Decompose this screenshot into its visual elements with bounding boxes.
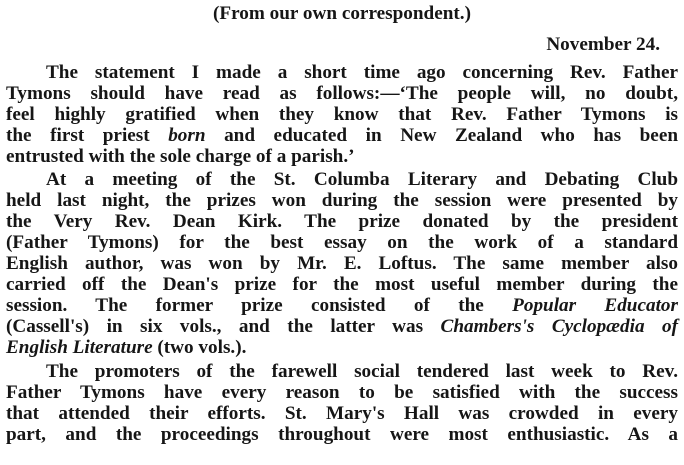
paragraph-line bbox=[6, 338, 678, 358]
paragraph-line bbox=[6, 147, 678, 167]
text-segment: the Very Rev. Dean Kirk. The prize donated by the president bbox=[6, 211, 678, 232]
text-segment: English author, was won by Mr. E. Loftus. The same member also bbox=[6, 253, 678, 274]
paragraph-line bbox=[6, 63, 678, 83]
dateline: (From our own correspondent.) bbox=[213, 3, 471, 24]
paragraph-line bbox=[6, 275, 678, 295]
paragraph-line bbox=[6, 170, 678, 190]
text-segment: The promoters of the farewell social tendered last week to Rev. bbox=[46, 361, 678, 382]
text-segment: (Cassell's) in six vols., and the latter was bbox=[6, 316, 441, 337]
paragraph-line bbox=[6, 254, 678, 274]
text-segment: The statement I made a short time ago concerning Rev. Father bbox=[46, 62, 678, 83]
paragraph-line bbox=[6, 212, 678, 232]
text-segment: that attended their efforts. St. Mary's Hall was crowded in every bbox=[6, 403, 678, 424]
text-segment: carried off the Dean's prize for the most useful member during the bbox=[6, 274, 678, 295]
paragraph-line bbox=[6, 105, 678, 125]
text-segment: and educated in New Zealand who has been bbox=[205, 125, 679, 146]
paragraph-line bbox=[6, 383, 678, 403]
paragraph-line bbox=[6, 317, 678, 337]
paragraph-line bbox=[6, 296, 678, 316]
italic-title: Popular Educator bbox=[512, 295, 678, 316]
text-segment: part, and the proceedings throughout were most enthusiastic. As a bbox=[6, 424, 678, 445]
paragraph-line bbox=[6, 362, 678, 382]
italic-title: born bbox=[168, 125, 206, 146]
paragraph-line bbox=[6, 84, 678, 104]
text-segment: Father Tymons have every reason to be satisfied with the success bbox=[6, 382, 678, 403]
paragraph-line bbox=[6, 404, 678, 424]
text-segment: the first priest bbox=[6, 125, 169, 146]
italic-title: Chambers's Cyclopædia of bbox=[440, 316, 678, 337]
text-segment: feel highly gratified when they know that Rev. Father Tymons is bbox=[6, 104, 678, 125]
text-segment: Tymons should have read as follows:—‘The people will, no doubt, bbox=[6, 83, 678, 104]
text-segment: entrusted with the sole charge of a parish.’ bbox=[6, 146, 355, 167]
italic-title: English Literature bbox=[6, 337, 153, 358]
text-segment: held last night, the prizes won during the session were presented by bbox=[6, 190, 678, 211]
text-segment: (Father Tymons) for the best essay on the work of a standard bbox=[6, 232, 678, 253]
article-date: November 24. bbox=[546, 34, 660, 55]
paragraph-line bbox=[6, 126, 678, 146]
text-segment: (two vols.). bbox=[152, 337, 247, 358]
paragraph-line bbox=[6, 425, 678, 445]
paragraph-line bbox=[6, 233, 678, 253]
paragraph-line bbox=[6, 191, 678, 211]
text-segment: session. The former prize consisted of the bbox=[6, 295, 513, 316]
text-segment: At a meeting of the St. Columba Literary and Debating Club bbox=[46, 169, 678, 190]
